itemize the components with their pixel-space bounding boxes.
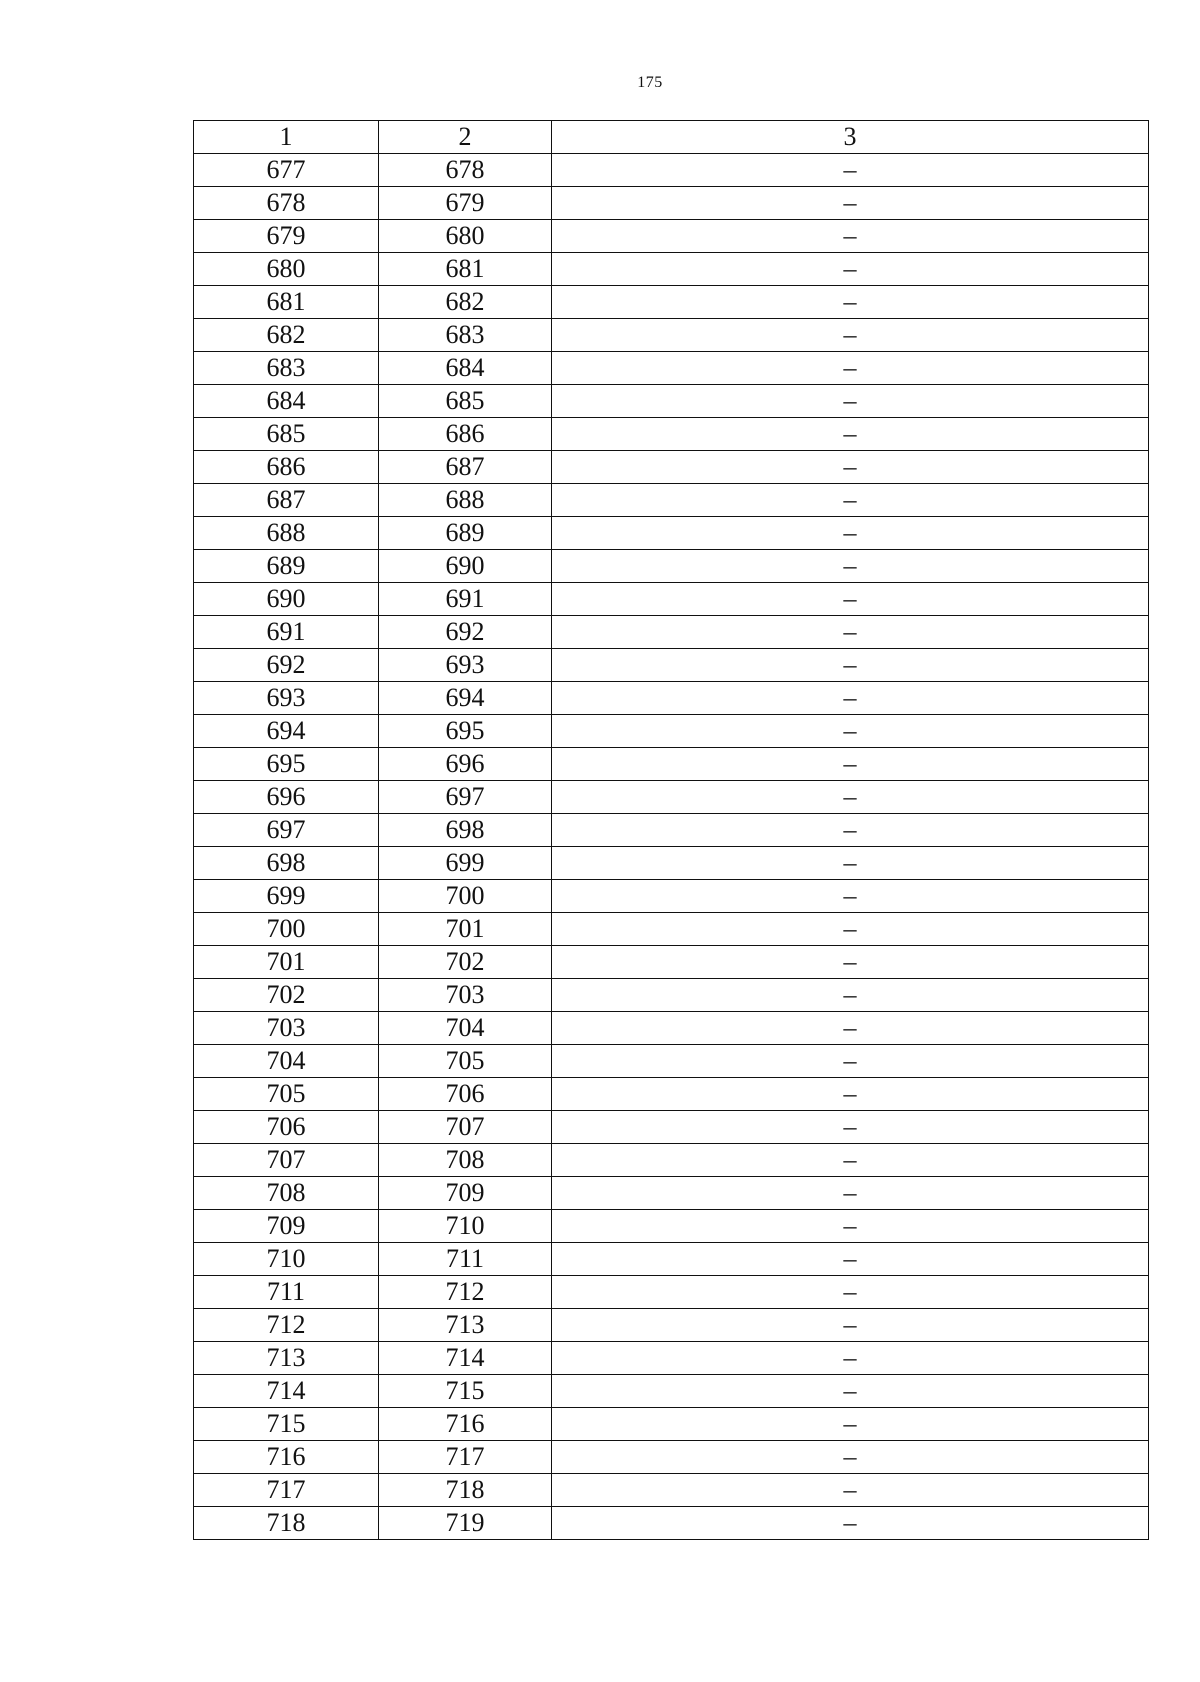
table-cell-col-3: – (552, 418, 1149, 451)
table-cell-col-1: 683 (194, 352, 379, 385)
table-cell-col-3: – (552, 814, 1149, 847)
table-cell-col-1: 692 (194, 649, 379, 682)
table-cell-col-1: 688 (194, 517, 379, 550)
table-row (194, 979, 1149, 1012)
column-header-2: 2 (379, 121, 552, 154)
table-cell-col-2: 708 (379, 1144, 552, 1177)
table-header-row (194, 121, 1149, 154)
table-cell-col-3: – (552, 319, 1149, 352)
table-cell-col-3: – (552, 1210, 1149, 1243)
table-body (194, 121, 1149, 1540)
table-row (194, 748, 1149, 781)
table-row (194, 154, 1149, 187)
table-cell-col-3: – (552, 1375, 1149, 1408)
table-row (194, 814, 1149, 847)
table-cell-col-2: 704 (379, 1012, 552, 1045)
table-cell-col-1: 699 (194, 880, 379, 913)
table-cell-col-3: – (552, 1342, 1149, 1375)
table-cell-col-2: 717 (379, 1441, 552, 1474)
table-row (194, 1375, 1149, 1408)
table-cell-col-2: 695 (379, 715, 552, 748)
table-cell-col-2: 719 (379, 1507, 552, 1540)
table-cell-col-1: 712 (194, 1309, 379, 1342)
table-cell-col-2: 699 (379, 847, 552, 880)
table-row (194, 1177, 1149, 1210)
table-cell-col-2: 710 (379, 1210, 552, 1243)
table-cell-col-2: 685 (379, 385, 552, 418)
table-cell-col-3: – (552, 1507, 1149, 1540)
table-cell-col-3: – (552, 1408, 1149, 1441)
table-cell-col-1: 713 (194, 1342, 379, 1375)
table-cell-col-3: – (552, 979, 1149, 1012)
table-row (194, 187, 1149, 220)
table-cell-col-3: – (552, 451, 1149, 484)
table-row (194, 1045, 1149, 1078)
table-cell-col-3: – (552, 649, 1149, 682)
table-row (194, 649, 1149, 682)
table-row (194, 1441, 1149, 1474)
table-row (194, 253, 1149, 286)
table-cell-col-3: – (552, 781, 1149, 814)
table-cell-col-2: 694 (379, 682, 552, 715)
table-row (194, 1243, 1149, 1276)
table-row (194, 1507, 1149, 1540)
table-cell-col-1: 701 (194, 946, 379, 979)
table-cell-col-1: 708 (194, 1177, 379, 1210)
table-cell-col-1: 680 (194, 253, 379, 286)
column-header-1: 1 (194, 121, 379, 154)
table-cell-col-3: – (552, 154, 1149, 187)
table-cell-col-2: 688 (379, 484, 552, 517)
table-cell-col-3: – (552, 1309, 1149, 1342)
table-row (194, 286, 1149, 319)
table-row (194, 418, 1149, 451)
table-cell-col-1: 704 (194, 1045, 379, 1078)
table-cell-col-1: 684 (194, 385, 379, 418)
table-row (194, 880, 1149, 913)
table-cell-col-2: 692 (379, 616, 552, 649)
table-cell-col-2: 716 (379, 1408, 552, 1441)
table-cell-col-3: – (552, 484, 1149, 517)
table-cell-col-2: 712 (379, 1276, 552, 1309)
table-cell-col-1: 687 (194, 484, 379, 517)
table-cell-col-2: 686 (379, 418, 552, 451)
table-cell-col-3: – (552, 847, 1149, 880)
table-cell-col-3: – (552, 1276, 1149, 1309)
table-cell-col-3: – (552, 682, 1149, 715)
table-cell-col-3: – (552, 715, 1149, 748)
data-table (193, 120, 1149, 1540)
table-cell-col-2: 679 (379, 187, 552, 220)
table-cell-col-1: 694 (194, 715, 379, 748)
table-cell-col-2: 718 (379, 1474, 552, 1507)
table-row (194, 715, 1149, 748)
table-cell-col-3: – (552, 220, 1149, 253)
table-cell-col-1: 691 (194, 616, 379, 649)
table-row (194, 1078, 1149, 1111)
table-cell-col-1: 679 (194, 220, 379, 253)
table-cell-col-1: 696 (194, 781, 379, 814)
table-cell-col-2: 690 (379, 550, 552, 583)
page-number: 175 (637, 74, 663, 91)
table-row (194, 1309, 1149, 1342)
table-cell-col-1: 706 (194, 1111, 379, 1144)
table-row (194, 385, 1149, 418)
table-row (194, 451, 1149, 484)
table-cell-col-1: 716 (194, 1441, 379, 1474)
table-cell-col-1: 715 (194, 1408, 379, 1441)
table-cell-col-2: 703 (379, 979, 552, 1012)
table-cell-col-2: 715 (379, 1375, 552, 1408)
table-cell-col-3: – (552, 253, 1149, 286)
table-cell-col-1: 702 (194, 979, 379, 1012)
table-cell-col-1: 681 (194, 286, 379, 319)
table-cell-col-3: – (552, 517, 1149, 550)
table-cell-col-3: – (552, 1111, 1149, 1144)
table-cell-col-2: 698 (379, 814, 552, 847)
table-cell-col-1: 690 (194, 583, 379, 616)
table-cell-col-1: 717 (194, 1474, 379, 1507)
table-cell-col-3: – (552, 286, 1149, 319)
table-cell-col-1: 693 (194, 682, 379, 715)
table-row (194, 1210, 1149, 1243)
table-cell-col-1: 685 (194, 418, 379, 451)
table-cell-col-2: 696 (379, 748, 552, 781)
table-row (194, 319, 1149, 352)
table-row (194, 1474, 1149, 1507)
table-row (194, 847, 1149, 880)
table-row (194, 1408, 1149, 1441)
table-row (194, 352, 1149, 385)
table-row (194, 682, 1149, 715)
table-cell-col-1: 677 (194, 154, 379, 187)
table-cell-col-1: 698 (194, 847, 379, 880)
table-cell-col-2: 684 (379, 352, 552, 385)
table-row (194, 550, 1149, 583)
table-row (194, 484, 1149, 517)
table-cell-col-1: 697 (194, 814, 379, 847)
table-cell-col-2: 683 (379, 319, 552, 352)
table-cell-col-1: 718 (194, 1507, 379, 1540)
table-cell-col-3: – (552, 616, 1149, 649)
table-cell-col-1: 707 (194, 1144, 379, 1177)
table-cell-col-1: 686 (194, 451, 379, 484)
table-cell-col-3: – (552, 1441, 1149, 1474)
table-cell-col-1: 703 (194, 1012, 379, 1045)
table-cell-col-1: 709 (194, 1210, 379, 1243)
column-header-3: 3 (552, 121, 1149, 154)
table-cell-col-2: 693 (379, 649, 552, 682)
table-cell-col-3: – (552, 1144, 1149, 1177)
table-cell-col-2: 705 (379, 1045, 552, 1078)
table-cell-col-3: – (552, 1012, 1149, 1045)
table-cell-col-1: 682 (194, 319, 379, 352)
table-cell-col-1: 700 (194, 913, 379, 946)
table-cell-col-3: – (552, 946, 1149, 979)
table-cell-col-3: – (552, 880, 1149, 913)
table-cell-col-1: 695 (194, 748, 379, 781)
table-row (194, 1342, 1149, 1375)
table-cell-col-2: 713 (379, 1309, 552, 1342)
table-cell-col-2: 701 (379, 913, 552, 946)
table-cell-col-3: – (552, 187, 1149, 220)
table-row (194, 946, 1149, 979)
table-row (194, 616, 1149, 649)
table-cell-col-2: 706 (379, 1078, 552, 1111)
table-cell-col-1: 710 (194, 1243, 379, 1276)
table-cell-col-2: 680 (379, 220, 552, 253)
table-cell-col-1: 711 (194, 1276, 379, 1309)
table-cell-col-3: – (552, 1474, 1149, 1507)
document-sheet (193, 120, 1148, 1540)
table-cell-col-2: 714 (379, 1342, 552, 1375)
table-cell-col-3: – (552, 748, 1149, 781)
table-row (194, 517, 1149, 550)
table-row (194, 220, 1149, 253)
table-cell-col-2: 678 (379, 154, 552, 187)
table-cell-col-2: 689 (379, 517, 552, 550)
table-cell-col-1: 705 (194, 1078, 379, 1111)
table-cell-col-2: 691 (379, 583, 552, 616)
table-cell-col-1: 714 (194, 1375, 379, 1408)
table-cell-col-3: – (552, 913, 1149, 946)
table-cell-col-3: – (552, 385, 1149, 418)
table-cell-col-2: 687 (379, 451, 552, 484)
table-row (194, 913, 1149, 946)
table-cell-col-1: 678 (194, 187, 379, 220)
table-row (194, 1111, 1149, 1144)
table-cell-col-2: 681 (379, 253, 552, 286)
table-cell-col-1: 689 (194, 550, 379, 583)
table-cell-col-3: – (552, 1177, 1149, 1210)
table-cell-col-2: 700 (379, 880, 552, 913)
table-cell-col-3: – (552, 1243, 1149, 1276)
table-cell-col-2: 702 (379, 946, 552, 979)
table-row (194, 781, 1149, 814)
table-row (194, 1012, 1149, 1045)
table-cell-col-3: – (552, 583, 1149, 616)
table-row (194, 1276, 1149, 1309)
table-cell-col-2: 711 (379, 1243, 552, 1276)
table-cell-col-3: – (552, 352, 1149, 385)
table-cell-col-3: – (552, 1078, 1149, 1111)
table-cell-col-2: 682 (379, 286, 552, 319)
table-cell-col-2: 697 (379, 781, 552, 814)
table-cell-col-3: – (552, 1045, 1149, 1078)
table-row (194, 583, 1149, 616)
table-cell-col-2: 707 (379, 1111, 552, 1144)
table-cell-col-2: 709 (379, 1177, 552, 1210)
table-cell-col-3: – (552, 550, 1149, 583)
table-row (194, 1144, 1149, 1177)
